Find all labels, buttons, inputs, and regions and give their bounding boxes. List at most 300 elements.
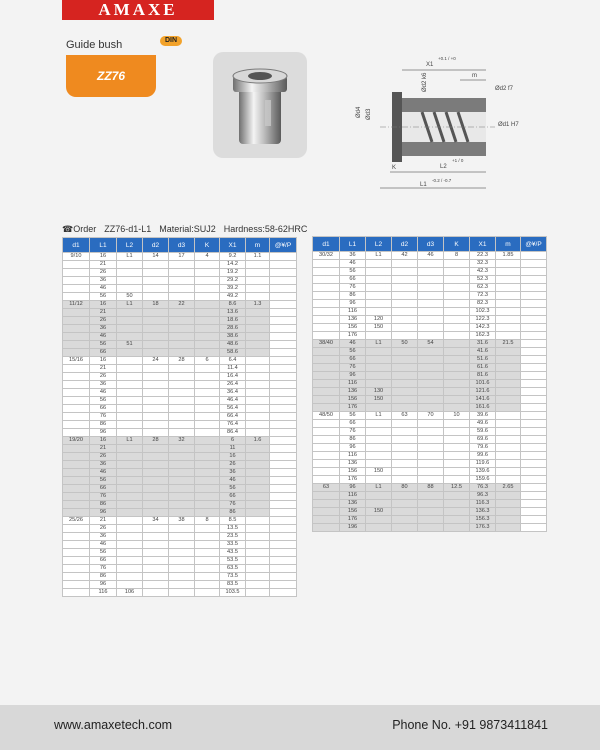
table-row [63,589,297,597]
table-cell [270,405,297,413]
table-cell: 36.4 [220,389,246,397]
table-cell: 76 [90,493,117,501]
table-cell [313,500,340,508]
table-cell [117,469,143,477]
table-cell [496,436,521,444]
table-cell [313,460,340,468]
table-row [63,469,297,477]
table-cell [313,436,340,444]
table-cell [521,356,547,364]
table-cell: 136 [340,500,366,508]
table-cell [117,573,143,581]
table-cell: 32 [169,437,195,445]
table-cell [63,381,90,389]
table-cell [418,324,444,332]
table-cell [195,525,220,533]
table-cell: 119.6 [470,460,496,468]
table-cell: 76.3 [470,484,496,492]
table-cell [392,292,418,300]
table-cell: 46 [90,333,117,341]
table-cell [169,533,195,541]
table-cell: 156 [340,468,366,476]
table-cell [521,404,547,412]
table-cell [117,261,143,269]
table-cell [444,444,470,452]
table-cell [270,509,297,517]
table-cell [444,372,470,380]
table-cell [313,292,340,300]
table-cell [270,469,297,477]
table-cell: 83.5 [220,581,246,589]
table-cell: 66 [340,420,366,428]
table-cell: 46 [340,340,366,348]
table-cell [392,452,418,460]
table-cell [521,420,547,428]
table-cell [169,381,195,389]
table-cell [117,333,143,341]
table-cell [169,549,195,557]
table-cell [313,388,340,396]
table-cell: 11/12 [63,301,90,309]
table-cell: 86 [90,573,117,581]
table-cell: 63 [313,484,340,492]
table-cell [444,356,470,364]
table-cell [143,381,169,389]
table-cell [444,468,470,476]
table-cell [313,420,340,428]
table-cell: 161.6 [470,404,496,412]
table-cell [117,365,143,373]
table-cell [418,380,444,388]
table-cell: 56 [90,477,117,485]
table-cell [270,261,297,269]
table-cell: 36 [90,325,117,333]
table-cell [117,357,143,365]
table-cell: 150 [366,508,392,516]
phone-icon: ☎ [62,224,74,234]
table-cell: 46 [90,541,117,549]
table-cell: 88 [418,484,444,492]
table-cell: 6 [195,357,220,365]
table-cell: 51.6 [470,356,496,364]
table-cell [195,421,220,429]
table-row [63,541,297,549]
table-cell [63,421,90,429]
table-cell [143,405,169,413]
table-cell [366,404,392,412]
table-row [63,557,297,565]
table-row [63,413,297,421]
table-cell [169,293,195,301]
table-cell [270,493,297,501]
table-cell [418,332,444,340]
table-cell: 6.4 [220,357,246,365]
table-cell [418,260,444,268]
table-cell [270,565,297,573]
table-cell [143,397,169,405]
table-cell [246,573,270,581]
table-cell: 81.6 [470,372,496,380]
guide-bush-illustration [213,52,307,158]
order-prefix: Order [73,224,97,234]
table-cell [63,413,90,421]
table-cell: 66 [90,405,117,413]
table-cell [246,581,270,589]
table-cell [444,500,470,508]
table-cell [195,381,220,389]
table-cell: 116 [340,308,366,316]
table-cell [496,516,521,524]
table-cell [444,340,470,348]
table-cell [143,325,169,333]
table-cell: 42.3 [470,268,496,276]
table-cell [496,364,521,372]
table-cell [496,356,521,364]
table-cell [521,492,547,500]
table-cell: L1 [366,252,392,260]
table-cell: 80 [392,484,418,492]
table-cell: 32.3 [470,260,496,268]
spec-table-left [62,237,297,597]
table-cell [444,476,470,484]
table-cell [63,293,90,301]
table-row [63,453,297,461]
table-cell [392,316,418,324]
brand-name: AMAXE [98,0,178,19]
table-cell [270,293,297,301]
table-cell [117,325,143,333]
table-row [63,461,297,469]
table-cell [63,373,90,381]
col-d2: d2 [143,238,169,253]
table-cell [117,413,143,421]
table-cell: L1 [117,301,143,309]
table-cell [246,549,270,557]
table-cell [169,453,195,461]
table-cell: 136 [340,388,366,396]
table-cell [418,268,444,276]
footer-phone: Phone No. +91 9873411841 [392,718,548,732]
table-cell [366,476,392,484]
col-k: K [195,238,220,253]
table-cell [418,476,444,484]
table-cell [313,348,340,356]
table-cell [418,356,444,364]
table-cell [270,429,297,437]
table-cell [270,285,297,293]
table-cell [246,477,270,485]
table-row [313,420,547,428]
table-cell [496,508,521,516]
table-cell [270,421,297,429]
table-row [63,357,297,365]
table-cell [392,348,418,356]
table-row [313,332,547,340]
table-cell [521,524,547,532]
table-cell [195,589,220,597]
table-cell [270,549,297,557]
table-cell [366,372,392,380]
table-cell [143,461,169,469]
table-row [313,276,547,284]
table-cell [169,525,195,533]
table-cell: 36 [90,381,117,389]
table-cell: 156 [340,396,366,404]
table-row [63,517,297,525]
table-cell: 39.2 [220,285,246,293]
table-cell [444,436,470,444]
table-row [63,421,297,429]
table-cell [117,525,143,533]
table-cell [521,500,547,508]
table-cell: 86 [90,501,117,509]
table-cell [521,396,547,404]
table-cell [195,445,220,453]
table-cell [270,389,297,397]
table-row [63,485,297,493]
table-cell [313,476,340,484]
table-cell [521,388,547,396]
table-cell [195,453,220,461]
table-cell [418,500,444,508]
table-cell [366,444,392,452]
table-cell [63,469,90,477]
table-cell [270,277,297,285]
table-row [63,509,297,517]
table-cell: 56.4 [220,405,246,413]
order-hardness: Hardness:58-62HRC [223,224,308,234]
table-cell [246,357,270,365]
table-cell [63,477,90,485]
table-cell [143,333,169,341]
table-cell [246,365,270,373]
table-cell [521,260,547,268]
table-row [63,565,297,573]
table-cell [117,349,143,357]
table-cell [143,525,169,533]
table-cell [392,260,418,268]
table-cell [117,493,143,501]
table-cell [63,405,90,413]
table-cell [169,405,195,413]
table-cell [313,524,340,532]
table-cell: 56 [90,397,117,405]
table-cell [313,428,340,436]
table-cell [496,348,521,356]
table-cell [246,533,270,541]
table-cell: 42 [392,252,418,260]
table-cell [63,565,90,573]
table-cell [313,468,340,476]
table-cell [313,492,340,500]
table-cell [195,333,220,341]
table-cell [143,477,169,485]
table-cell [521,380,547,388]
table-cell [270,485,297,493]
table-cell: 22 [169,301,195,309]
table-cell [270,477,297,485]
table-cell [195,557,220,565]
table-cell [169,341,195,349]
table-cell [496,388,521,396]
table-cell [366,380,392,388]
table-cell [444,420,470,428]
table-cell [444,404,470,412]
table-cell [418,372,444,380]
table-cell: 122.3 [470,316,496,324]
table-cell [63,541,90,549]
table-cell [246,413,270,421]
table-cell [143,269,169,277]
col-d3: d3 [169,238,195,253]
table-cell: 38.6 [220,333,246,341]
table-cell [444,348,470,356]
table-cell: 70 [418,412,444,420]
table-cell [143,309,169,317]
table-cell: 1.1 [246,253,270,261]
table-row [313,300,547,308]
table-cell [117,269,143,277]
dim-d-top: Ød2 f7 [495,86,514,92]
table-cell [246,333,270,341]
table-row [313,284,547,292]
table-cell [392,356,418,364]
table-cell [117,389,143,397]
table-cell [496,420,521,428]
table-cell [169,477,195,485]
table-cell [246,373,270,381]
table-row [313,516,547,524]
table-cell [195,509,220,517]
table-cell [169,445,195,453]
table-cell: 34 [143,517,169,525]
table-cell [169,541,195,549]
table-cell [143,509,169,517]
col-m: m [246,238,270,253]
table-cell: L1 [366,340,392,348]
table-cell [143,421,169,429]
table-cell [496,468,521,476]
table-cell: 36 [340,252,366,260]
table-cell: 48/50 [313,412,340,420]
table-cell [143,445,169,453]
table-cell: 46 [90,469,117,477]
table-cell [418,420,444,428]
table-cell [521,444,547,452]
col-l1: L1 [90,238,117,253]
table-cell: 56 [340,412,366,420]
table-cell: 50 [392,340,418,348]
table-cell [117,397,143,405]
table-cell [143,501,169,509]
table-row [63,381,297,389]
table-cell [246,461,270,469]
table-cell: 46 [90,285,117,293]
table-cell: 96 [90,429,117,437]
table-cell [444,388,470,396]
table-cell [444,380,470,388]
table-row [313,388,547,396]
table-cell [313,300,340,308]
table-cell [392,300,418,308]
table-cell [366,268,392,276]
col-d1: d1 [313,237,340,252]
table-cell: 18.6 [220,317,246,325]
table-cell [392,460,418,468]
table-cell [392,276,418,284]
table-row [63,525,297,533]
table-cell: 56 [220,485,246,493]
table-cell [270,437,297,445]
footer-website[interactable]: www.amaxetech.com [54,718,173,732]
table-cell [169,333,195,341]
table-cell [270,573,297,581]
table-cell [444,492,470,500]
din-badge: DIN [160,36,182,46]
table-cell [246,349,270,357]
table-row [313,316,547,324]
table-cell [246,517,270,525]
table-cell [366,452,392,460]
table-cell [521,348,547,356]
table-cell [444,300,470,308]
spec-table-right [312,236,547,532]
table-row [63,341,297,349]
table-cell [444,276,470,284]
table-cell [521,268,547,276]
table-cell [444,260,470,268]
table-cell [270,373,297,381]
col-d3: d3 [418,237,444,252]
table-cell: 66.4 [220,413,246,421]
table-cell [143,453,169,461]
table-cell: 56 [90,549,117,557]
table-cell [444,292,470,300]
table-cell [313,316,340,324]
table-cell [521,476,547,484]
table-cell: 136 [340,460,366,468]
table-cell [117,277,143,285]
table-cell [366,420,392,428]
table-cell: L1 [117,253,143,261]
table-cell [195,325,220,333]
table-cell [418,292,444,300]
table-cell [169,493,195,501]
table-cell [246,285,270,293]
table-cell [117,381,143,389]
table-cell [195,277,220,285]
table-cell: L1 [366,484,392,492]
table-cell [143,541,169,549]
table-cell [444,396,470,404]
table-cell [195,485,220,493]
table-cell [169,397,195,405]
table-cell [169,349,195,357]
table-cell [195,397,220,405]
col-l2: L2 [366,237,392,252]
table-row [63,301,297,309]
table-cell [169,581,195,589]
table-row [63,277,297,285]
table-cell [444,268,470,276]
table-cell [270,301,297,309]
table-cell: 69.6 [470,436,496,444]
table-cell [521,332,547,340]
table-cell: 46 [418,252,444,260]
table-cell [366,292,392,300]
table-cell [195,413,220,421]
table-cell [117,549,143,557]
